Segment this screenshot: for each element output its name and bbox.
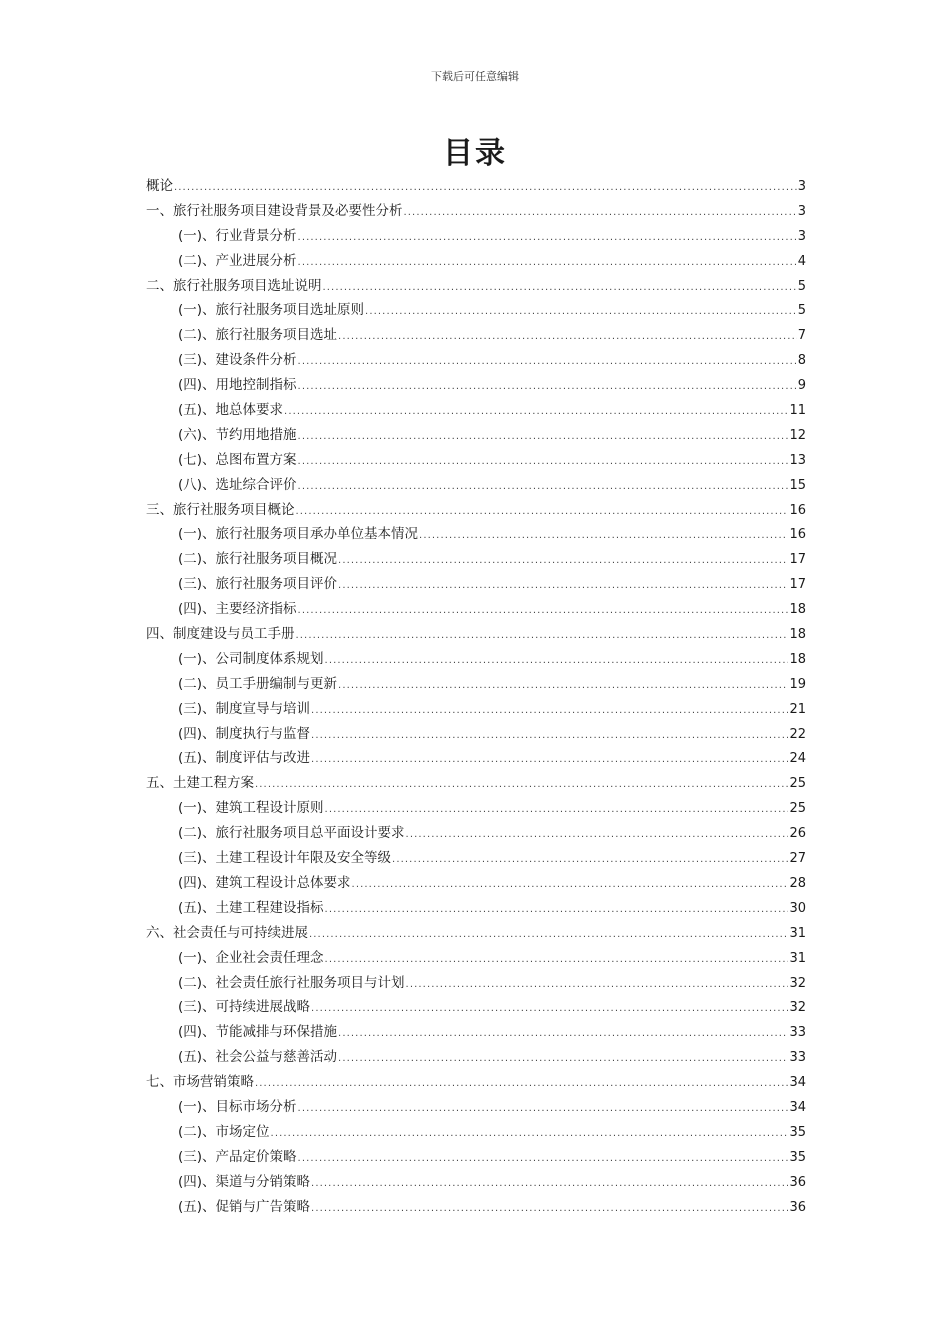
- toc-dot-leader: [298, 1097, 789, 1122]
- toc-entry-page: 31: [789, 925, 806, 941]
- toc-entry[interactable]: [146, 473, 806, 498]
- toc-entry[interactable]: [146, 448, 806, 473]
- toc-entry-label: (一)、旅行社服务项目选址原则: [178, 302, 365, 319]
- toc-entry-page: 9: [797, 378, 806, 394]
- toc-dot-leader: [338, 674, 788, 699]
- toc-entry-page: 24: [789, 751, 806, 767]
- toc-entry-page: 4: [797, 253, 806, 269]
- toc-entry-page: 33: [789, 1050, 806, 1066]
- toc-entry-label: 一、旅行社服务项目建设背景及必要性分析: [146, 202, 403, 219]
- toc-entry[interactable]: [146, 672, 806, 697]
- toc-dot-leader: [338, 574, 788, 599]
- toc-entry[interactable]: [146, 871, 806, 896]
- toc-entry-page: 3: [797, 228, 806, 244]
- toc-entry-label: (一)、行业背景分析: [178, 227, 297, 244]
- toc-entry-page: 31: [789, 950, 806, 966]
- toc-dot-leader: [298, 226, 797, 251]
- toc-entry-page: 36: [789, 1199, 806, 1215]
- toc-entry-label: (八)、选址综合评价: [178, 476, 297, 493]
- toc-entry-label: (一)、旅行社服务项目承办单位基本情况: [178, 526, 419, 543]
- toc-entry-page: 12: [789, 427, 806, 443]
- toc-entry[interactable]: [146, 423, 806, 448]
- toc-entry-label: (四)、建筑工程设计总体要求: [178, 874, 351, 891]
- toc-entry-label: (三)、可持续进展战略: [178, 999, 311, 1016]
- toc-entry-label: (一)、公司制度体系规划: [178, 650, 324, 667]
- toc-dot-leader: [174, 176, 797, 201]
- toc-entry-label: (三)、旅行社服务项目评价: [178, 576, 338, 593]
- toc-entry-label: (二)、员工手册编制与更新: [178, 675, 338, 692]
- toc-entry-page: 7: [797, 328, 806, 344]
- toc-dot-leader: [338, 1022, 788, 1047]
- toc-entry[interactable]: [146, 274, 806, 299]
- toc-dot-leader: [323, 276, 797, 301]
- toc-entry[interactable]: [146, 249, 806, 274]
- toc-entry[interactable]: [146, 348, 806, 373]
- toc-entry[interactable]: [146, 746, 806, 771]
- toc-entry[interactable]: [146, 722, 806, 747]
- toc-entry[interactable]: [146, 174, 806, 199]
- toc-entry-page: 18: [789, 627, 806, 643]
- toc-entry-page: 16: [789, 527, 806, 543]
- toc-entry[interactable]: [146, 323, 806, 348]
- toc-dot-leader: [406, 823, 789, 848]
- toc-dot-leader: [338, 549, 788, 574]
- toc-entry[interactable]: [146, 199, 806, 224]
- toc-entry-label: (四)、主要经济指标: [178, 601, 297, 618]
- toc-entry-label: 三、旅行社服务项目概论: [146, 501, 295, 518]
- toc-dot-leader: [298, 475, 789, 500]
- toc-dot-leader: [311, 997, 788, 1022]
- toc-entry-page: 17: [789, 577, 806, 593]
- toc-entry[interactable]: [146, 298, 806, 323]
- toc-dot-leader: [325, 948, 789, 973]
- toc-entry-page: 16: [789, 502, 806, 518]
- toc-entry-label: 七、市场营销策略: [146, 1074, 254, 1091]
- toc-dot-leader: [298, 450, 789, 475]
- toc-dot-leader: [406, 973, 789, 998]
- toc-entry[interactable]: [146, 373, 806, 398]
- toc-entry-label: (三)、土建工程设计年限及安全等级: [178, 850, 392, 867]
- toc-entry[interactable]: [146, 547, 806, 572]
- toc-entry-page: 35: [789, 1124, 806, 1140]
- toc-entry[interactable]: [146, 572, 806, 597]
- table-of-contents: [146, 174, 806, 1219]
- toc-entry[interactable]: [146, 498, 806, 523]
- toc-entry-label: 六、社会责任与可持续进展: [146, 924, 308, 941]
- toc-dot-leader: [298, 425, 789, 450]
- toc-entry-label: (二)、旅行社服务项目概况: [178, 551, 338, 568]
- toc-entry[interactable]: [146, 1170, 806, 1195]
- toc-entry-label: (五)、制度评估与改进: [178, 750, 311, 767]
- toc-entry-page: 21: [789, 701, 806, 717]
- toc-entry-label: (二)、市场定位: [178, 1123, 270, 1140]
- toc-entry-label: (四)、渠道与分销策略: [178, 1173, 311, 1190]
- toc-entry-label: (四)、节能减排与环保措施: [178, 1024, 338, 1041]
- toc-entry[interactable]: [146, 697, 806, 722]
- toc-entry[interactable]: [146, 846, 806, 871]
- toc-dot-leader: [311, 748, 788, 773]
- toc-entry-label: (五)、促销与广告策略: [178, 1198, 311, 1215]
- toc-entry-label: 概论: [146, 178, 173, 194]
- toc-entry-label: (五)、土建工程建设指标: [178, 899, 324, 916]
- toc-entry-page: 15: [789, 477, 806, 493]
- toc-dot-leader: [298, 1147, 789, 1172]
- toc-dot-leader: [404, 201, 797, 226]
- toc-entry[interactable]: [146, 796, 806, 821]
- toc-entry-page: 36: [789, 1174, 806, 1190]
- toc-entry-label: (五)、地总体要求: [178, 402, 284, 419]
- toc-entry-page: 30: [789, 900, 806, 916]
- toc-entry-label: (三)、制度宣导与培训: [178, 700, 311, 717]
- toc-dot-leader: [311, 1172, 788, 1197]
- toc-entry-label: (一)、建筑工程设计原则: [178, 800, 324, 817]
- toc-entry-page: 26: [789, 826, 806, 842]
- toc-dot-leader: [284, 400, 788, 425]
- toc-entry-page: 19: [789, 676, 806, 692]
- toc-entry-label: (六)、节约用地措施: [178, 426, 297, 443]
- toc-entry-page: 25: [789, 801, 806, 817]
- toc-entry-page: 5: [797, 278, 806, 294]
- toc-entry[interactable]: [146, 1070, 806, 1095]
- toc-entry[interactable]: [146, 522, 806, 547]
- toc-entry-label: 二、旅行社服务项目选址说明: [146, 277, 322, 294]
- toc-entry-page: 33: [789, 1025, 806, 1041]
- toc-entry[interactable]: [146, 1120, 806, 1145]
- toc-entry-page: 28: [789, 875, 806, 891]
- toc-entry-page: 18: [789, 651, 806, 667]
- toc-dot-leader: [365, 300, 797, 325]
- toc-dot-leader: [298, 599, 789, 624]
- toc-entry-page: 3: [797, 179, 806, 194]
- toc-entry-page: 3: [797, 203, 806, 219]
- toc-entry-label: (五)、社会公益与慈善活动: [178, 1049, 338, 1066]
- toc-entry[interactable]: [146, 1145, 806, 1170]
- toc-dot-leader: [298, 350, 797, 375]
- toc-dot-leader: [311, 699, 788, 724]
- toc-entry-label: (三)、产品定价策略: [178, 1148, 297, 1165]
- toc-dot-leader: [338, 325, 797, 350]
- toc-entry[interactable]: [146, 771, 806, 796]
- toc-entry-page: 22: [789, 726, 806, 742]
- toc-dot-leader: [325, 898, 789, 923]
- toc-entry-page: 18: [789, 602, 806, 618]
- toc-entry[interactable]: [146, 398, 806, 423]
- toc-dot-leader: [309, 923, 788, 948]
- toc-dot-leader: [296, 500, 789, 525]
- toc-entry-label: 四、制度建设与员工手册: [146, 626, 295, 643]
- toc-entry-label: (一)、目标市场分析: [178, 1098, 297, 1115]
- toc-entry-page: 13: [789, 452, 806, 468]
- toc-entry[interactable]: [146, 1020, 806, 1045]
- toc-entry-page: 27: [789, 851, 806, 867]
- toc-entry-label: (二)、旅行社服务项目总平面设计要求: [178, 825, 405, 842]
- toc-entry-label: (四)、用地控制指标: [178, 377, 297, 394]
- toc-entry-page: 34: [789, 1075, 806, 1091]
- toc-dot-leader: [352, 873, 789, 898]
- toc-entry-label: (二)、产业进展分析: [178, 252, 297, 269]
- toc-entry[interactable]: [146, 995, 806, 1020]
- toc-dot-leader: [311, 724, 788, 749]
- toc-dot-leader: [311, 1197, 788, 1222]
- toc-dot-leader: [271, 1122, 789, 1147]
- toc-dot-leader: [338, 1047, 788, 1072]
- toc-dot-leader: [392, 848, 788, 873]
- toc-entry-page: 32: [789, 1000, 806, 1016]
- toc-entry[interactable]: [146, 821, 806, 846]
- toc-entry-page: 34: [789, 1099, 806, 1115]
- toc-entry-label: (三)、建设条件分析: [178, 352, 297, 369]
- toc-entry-page: 32: [789, 975, 806, 991]
- toc-entry-page: 11: [789, 403, 806, 419]
- toc-entry[interactable]: [146, 1095, 806, 1120]
- toc-entry-page: 17: [789, 552, 806, 568]
- toc-entry[interactable]: [146, 647, 806, 672]
- toc-entry[interactable]: [146, 971, 806, 996]
- toc-dot-leader: [255, 1072, 788, 1097]
- toc-entry[interactable]: [146, 622, 806, 647]
- toc-entry-page: 35: [789, 1149, 806, 1165]
- toc-dot-leader: [255, 773, 788, 798]
- toc-entry[interactable]: [146, 921, 806, 946]
- toc-entry-label: (二)、旅行社服务项目选址: [178, 327, 338, 344]
- toc-entry[interactable]: [146, 597, 806, 622]
- toc-dot-leader: [298, 251, 797, 276]
- toc-dot-leader: [298, 375, 797, 400]
- toc-entry-label: (二)、社会责任旅行社服务项目与计划: [178, 974, 405, 991]
- toc-dot-leader: [296, 624, 789, 649]
- toc-entry-label: (七)、总图布置方案: [178, 451, 297, 468]
- toc-dot-leader: [419, 524, 788, 549]
- page-header-note: 下载后可任意编辑: [431, 70, 519, 83]
- toc-entry-page: 8: [797, 353, 806, 369]
- toc-dot-leader: [325, 649, 789, 674]
- toc-entry[interactable]: [146, 896, 806, 921]
- toc-entry[interactable]: [146, 1045, 806, 1070]
- toc-title: 目录: [443, 136, 507, 171]
- toc-entry-label: (一)、企业社会责任理念: [178, 949, 324, 966]
- toc-dot-leader: [325, 798, 789, 823]
- toc-entry[interactable]: [146, 946, 806, 971]
- toc-entry-label: (四)、制度执行与监督: [178, 725, 311, 742]
- toc-entry-page: 5: [797, 303, 806, 319]
- toc-entry[interactable]: [146, 1195, 806, 1220]
- toc-entry-page: 25: [789, 776, 806, 792]
- toc-entry[interactable]: [146, 224, 806, 249]
- toc-entry-label: 五、土建工程方案: [146, 775, 254, 792]
